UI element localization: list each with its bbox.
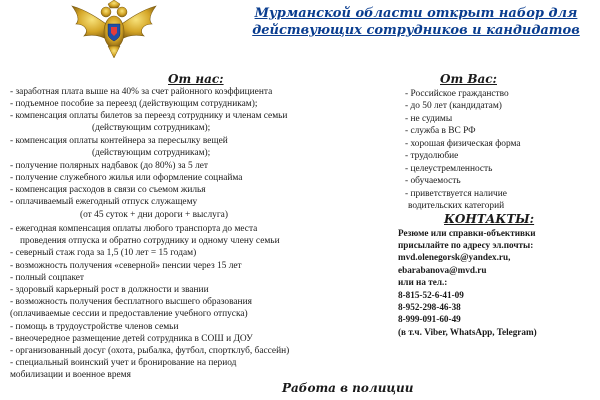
contacts-title: КОНТАКТЫ: xyxy=(444,212,535,226)
contacts-phone[interactable]: 8-999-091-60-49 xyxy=(398,314,461,324)
list-item: - специальный воинский учет и бронирование на период xyxy=(10,358,237,368)
list-item: - внеочередное размещение детей сотрудника в СОШ и ДОУ xyxy=(10,334,253,344)
list-item: - организованный досуг (охота, рыбалка, футбол, спортклуб, бассейн) xyxy=(10,346,290,356)
list-item: - помощь в трудоустройстве членов семьи xyxy=(10,322,179,332)
list-item: (действующим сотрудникам); xyxy=(92,123,211,133)
list-item: - не судимы xyxy=(405,114,453,124)
list-item: - здоровый карьерный рост в должности и звании xyxy=(10,285,209,295)
list-item: - Российское гражданство xyxy=(405,89,509,99)
header-line-2: действующих сотрудников и кандидатов xyxy=(252,23,580,38)
list-item: - приветствуется наличие xyxy=(405,189,507,199)
list-item: - получение служебного жилья или оформление соцнайма xyxy=(10,173,243,183)
contacts-email[interactable]: ebarabanova@mvd.ru xyxy=(398,265,487,275)
contacts-phone[interactable]: 8-815-52-6-41-09 xyxy=(398,290,464,300)
contacts-line: (в т.ч. Viber, WhatsApp, Telegram) xyxy=(398,327,537,337)
list-item: проведения отпуска и обратно сотруднику и одному члену семьи xyxy=(20,236,280,246)
contacts-phone[interactable]: 8-952-298-46-38 xyxy=(398,302,461,312)
right-section-title: От Вас: xyxy=(440,72,497,86)
list-item: (действующим сотрудникам); xyxy=(92,148,211,158)
list-item: - компенсация оплаты билетов за переезд сотруднику и членам семьи xyxy=(10,111,288,121)
contacts-line: Резюме или справки-объективки xyxy=(398,228,536,238)
list-item: - возможность получения «северной» пенсии через 15 лет xyxy=(10,261,242,271)
list-item: - заработная плата выше на 40% за счет районного коэффициента xyxy=(10,87,273,97)
list-item: - целеустремленность xyxy=(405,164,493,174)
list-item: - северный стаж года за 1,5 (10 лет = 15 годам) xyxy=(10,248,197,258)
list-item: - полный соцпакет xyxy=(10,273,85,283)
list-item: - получение полярных надбавок (до 80%) за 5 лет xyxy=(10,161,209,171)
contacts-line: или на тел.: xyxy=(398,277,448,287)
list-item: - до 50 лет (кандидатам) xyxy=(405,101,502,111)
list-item: - подъемное пособие за переезд (действующим сотрудникам); xyxy=(10,99,258,109)
header-line-1: Мурманской области открыт набор для xyxy=(254,6,578,21)
list-item: - хорошая физическая форма xyxy=(405,139,521,149)
list-item: - возможность получения бесплатного высшего образования xyxy=(10,297,252,307)
list-item: - обучаемость xyxy=(405,176,461,186)
list-item: мобилизации и военное время xyxy=(10,370,131,380)
footer-title: Работа в полиции xyxy=(282,381,414,395)
list-item: водительских категорий xyxy=(408,201,505,211)
list-item: (от 45 суток + дни дороги + выслуга) xyxy=(80,210,228,220)
list-item: - компенсация расходов в связи со съемом жилья xyxy=(10,185,206,195)
contacts-line: присылайте по адресу эл.почты: xyxy=(398,240,534,250)
list-item: - служба в ВС РФ xyxy=(405,126,476,136)
list-item: - ежегодная компенсация оплаты любого транспорта до места xyxy=(10,224,258,234)
list-item: (оплачиваемые сессии и предоставление учебного отпуска) xyxy=(10,309,248,319)
left-section-title: От нас: xyxy=(168,72,224,86)
contacts-email[interactable]: mvd.olenegorsk@yandex.ru, xyxy=(398,252,511,262)
list-item: - компенсация оплаты контейнера за пересылку вещей xyxy=(10,136,228,146)
list-item: - трудолюбие xyxy=(405,151,459,161)
police-emblem-icon xyxy=(68,0,160,58)
list-item: - оплачиваемый ежегодный отпуск служащему xyxy=(10,197,198,207)
